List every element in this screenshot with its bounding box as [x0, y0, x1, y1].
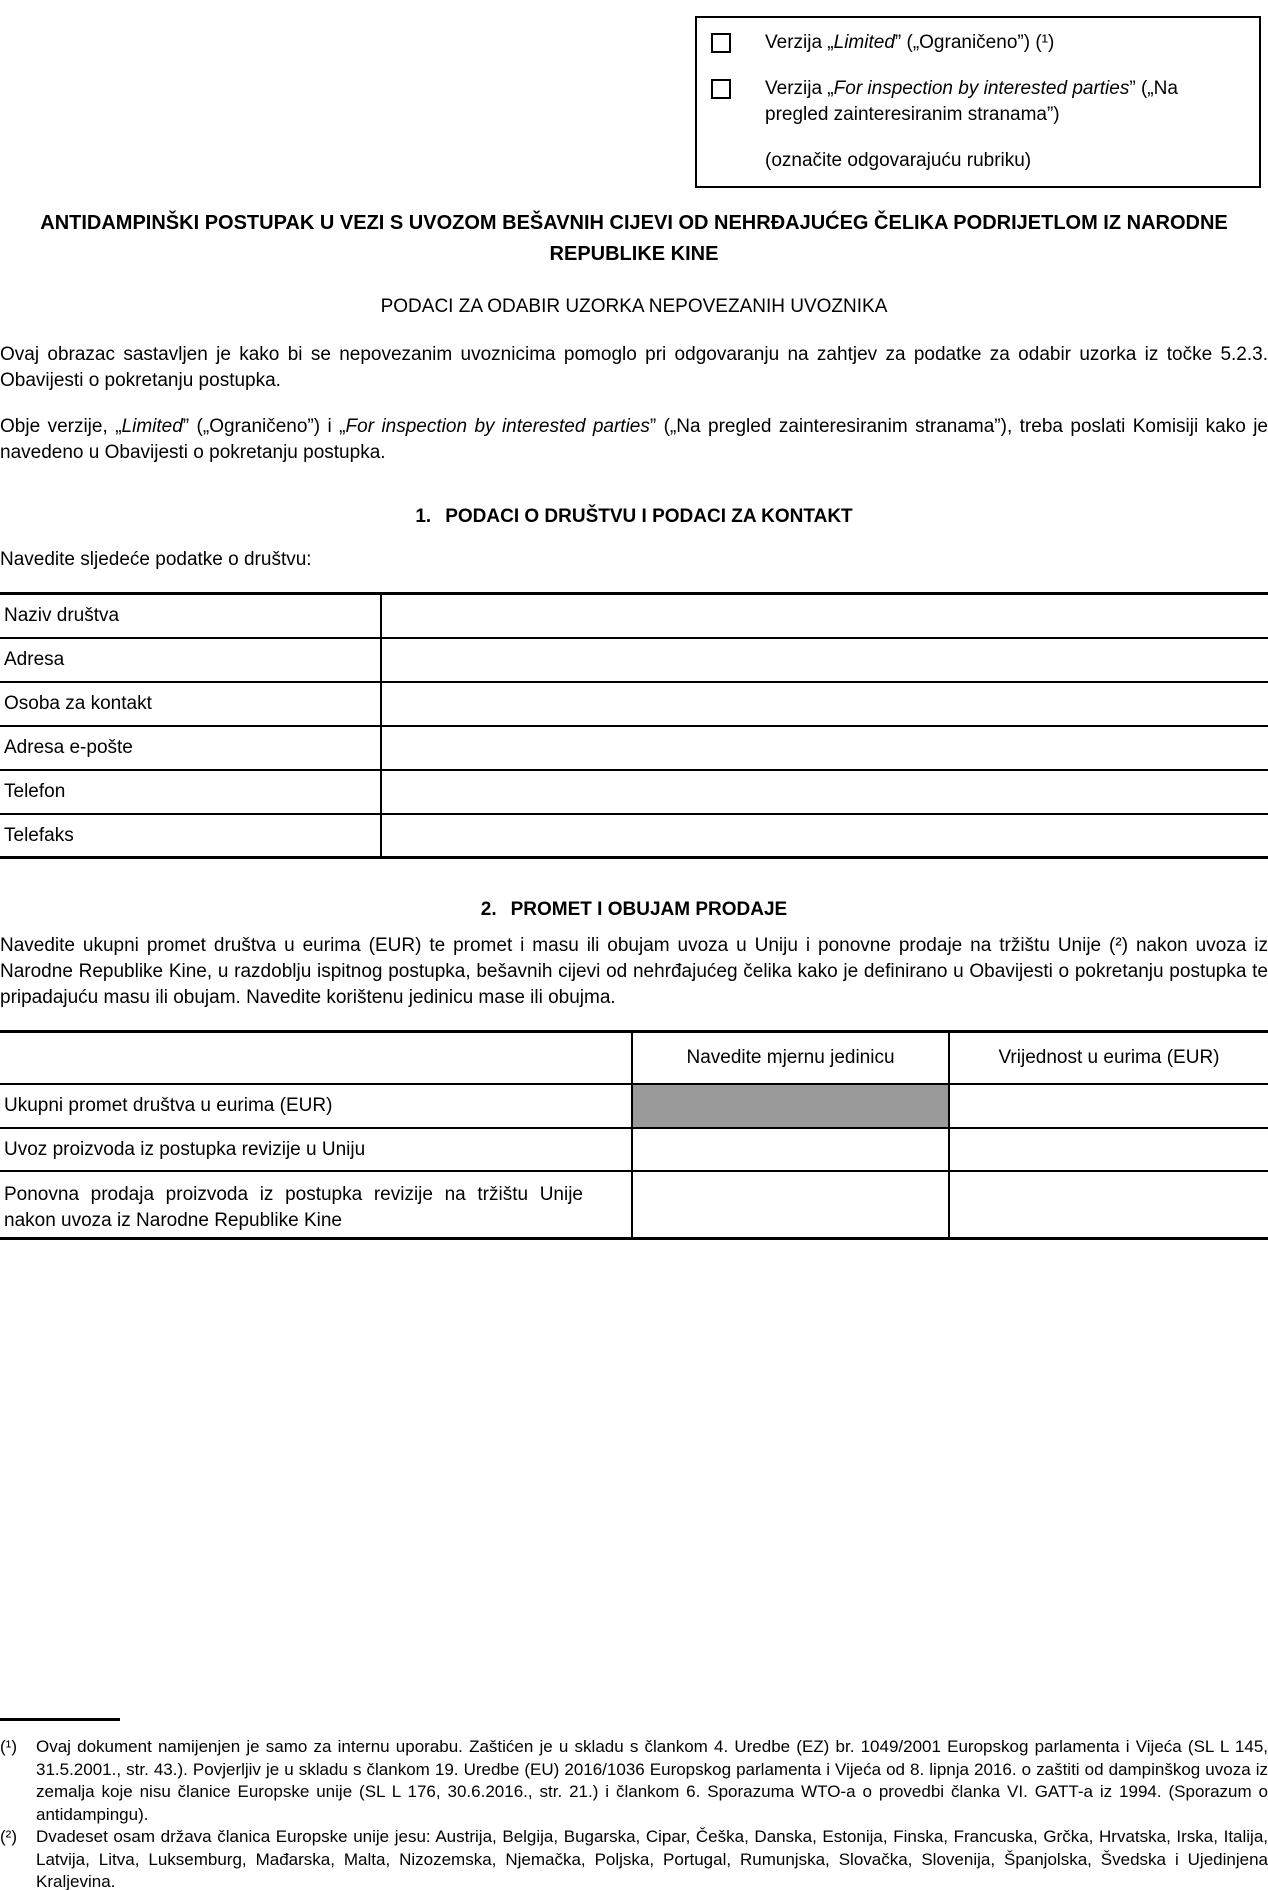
- footnote-marker: (²): [0, 1827, 17, 1846]
- footnote-marker: (¹): [0, 1737, 17, 1756]
- page-subtitle: PODACI ZA ODABIR UZORKA NEPOVEZANIH UVOZNIKA: [380, 296, 888, 317]
- company-field-label: Osoba za kontakt: [0, 683, 382, 725]
- turnover-row-label: Ukupni promet društva u eurima (EUR): [0, 1085, 633, 1127]
- footnote-1: [0, 1736, 1268, 1826]
- unit-input-cell[interactable]: [633, 1129, 950, 1170]
- inspection-version-label: [765, 76, 1245, 128]
- imports-row-label: Uvoz proizvoda iz postupka revizije u Uniju: [0, 1129, 633, 1170]
- value-input-cell[interactable]: [950, 1129, 1268, 1170]
- turnover-table: [0, 1030, 1268, 1240]
- company-field-label: Telefaks: [0, 815, 382, 856]
- inspection-version-checkbox[interactable]: [711, 79, 731, 99]
- phone-input-cell[interactable]: [382, 771, 1268, 813]
- footnote-2: [0, 1826, 1268, 1890]
- label-text: ” („Na pregled zainteresiranim stranama”): [765, 78, 1178, 125]
- section-2-heading: [0, 897, 1268, 923]
- label-text-italic: For inspection by interested parties: [833, 78, 1130, 99]
- paragraph-text-italic: Limited: [121, 416, 183, 437]
- company-field-label: Adresa e-pošte: [0, 727, 382, 769]
- table-row: [0, 771, 1268, 815]
- version-selection-box: [695, 16, 1261, 188]
- limited-version-label: [765, 30, 1054, 56]
- contact-person-input-cell[interactable]: [382, 683, 1268, 725]
- label-text: Verzija „: [765, 32, 834, 53]
- company-field-label: Naziv društva: [0, 595, 382, 637]
- section-title: PROMET I OBUJAM PRODAJE: [510, 899, 788, 920]
- paragraph-text: ” („Ograničeno”) i „: [182, 416, 346, 437]
- table-row: [0, 683, 1268, 727]
- table-row: [0, 815, 1268, 859]
- label-text-italic: Limited: [833, 32, 895, 53]
- table-row: [0, 1085, 1268, 1129]
- fax-input-cell[interactable]: [382, 815, 1268, 856]
- email-input-cell[interactable]: [382, 727, 1268, 769]
- company-name-input-cell[interactable]: [382, 595, 1268, 637]
- section-1-instruction: Navedite sljedeće podatke o društvu:: [0, 549, 312, 570]
- inspection-version-option: [711, 76, 1245, 128]
- footnotes-section: [0, 1718, 1268, 1890]
- intro-paragraph-1: Ovaj obrazac sastavljen je kako bi se nepovezanim uvoznicima pomoglo pri odgovaranju na zahtjev za podatke za odabir uzorka iz točke 5.2.3. Obavijesti o pokretanju postupka.: [0, 344, 1268, 391]
- resales-row-label: [0, 1172, 633, 1237]
- company-field-label: Telefon: [0, 771, 382, 813]
- checkbox-instruction-note: (označite odgovarajuću rubriku): [765, 150, 1032, 171]
- empty-header-cell: [0, 1033, 633, 1083]
- table-row: [0, 639, 1268, 683]
- table-row: [0, 1172, 1268, 1240]
- table-row: [0, 1129, 1268, 1172]
- section-2-paragraph: Navedite ukupni promet društva u eurima (EUR) te promet i masu ili obujam uvoza u Uniju i ponovne prodaje na tržištu Unije (²) nakon uvoza iz Narodne Republike Kine, u razdoblju ispitnog postupka, bešavnih cijevi od nehrđajućeg čelika kako je definirano u Obavijesti o pokretanju postupka te pripadajuću masu ili obujam. Navedite korištenu jedinicu mase ili obujma.: [0, 935, 1268, 1008]
- value-column-header: Vrijednost u eurima (EUR): [998, 1047, 1220, 1068]
- section-1-heading: [0, 504, 1268, 530]
- intro-paragraph-2: [0, 414, 1268, 466]
- label-text: Verzija „: [765, 78, 834, 99]
- address-input-cell[interactable]: [382, 639, 1268, 681]
- footnote-text: Ovaj dokument namijenjen je samo za internu uporabu. Zaštićen je u skladu s člankom 4. Uredbe (EZ) br. 1049/2001 Europskog parlamenta i Vijeća (SL L 145, 31.5.2001., str. 43.). Povjerljiv je u skladu s člankom 19. Uredbe (EU) 2016/1036 Europskog parlamenta i Vijeća od 8. lipnja 2016. o zaštiti od dampinškog uvoza iz zemalja koje nisu članice Europske unije (SL L 176, 30.6.2016., str. 21.) i člankom 6. Sporazuma WTO-a o provedbi članka VI. GATT-a iz 1994. (Sporazum o antidampingu).: [36, 1737, 1268, 1824]
- resales-row-label-text: Ponovna prodaja proizvoda iz postupka revizije na tržištu Unije nakon uvoza iz Narodne Republike Kine: [4, 1184, 583, 1231]
- company-field-label: Adresa: [0, 639, 382, 681]
- section-number: 1.: [415, 506, 432, 527]
- section-number: 2.: [480, 899, 497, 920]
- unit-input-cell[interactable]: [633, 1172, 950, 1237]
- table-header-row: [0, 1033, 1268, 1085]
- shaded-unit-cell: [633, 1085, 950, 1127]
- limited-version-option: [711, 30, 1245, 56]
- company-info-table: [0, 592, 1268, 859]
- section-title: PODACI O DRUŠTVU I PODACI ZA KONTAKT: [445, 506, 853, 527]
- paragraph-text: ” („Na pregled zainteresiranim stranama”), treba poslati Komisiji kako je navedeno u Obavijesti o pokretanju postupka.: [0, 416, 1268, 463]
- footnote-text: Dvadeset osam država članica Europske unije jesu: Austrija, Belgija, Bugarska, Cipar, Češka, Danska, Estonija, Finska, Francuska, Grčka, Hrvatska, Irska, Italija, Latvija, Litva, Luksemburg, Mađarska, Malta, Nizozemska, Njemačka, Poljska, Portugal, Rumunjska, Slovačka, Slovenija, Španjolska, Švedska i Ujedinjena Kraljevina.: [36, 1827, 1268, 1890]
- label-text: ” („Ograničeno”) (¹): [894, 32, 1055, 53]
- unit-column-header: Navedite mjernu jedinicu: [633, 1033, 950, 1083]
- page-title: ANTIDAMPINŠKI POSTUPAK U VEZI S UVOZOM BEŠAVNIH CIJEVI OD NEHRĐAJUĆEG ČELIKA PODRIJETLOM IZ NARODNE REPUBLIKE KINE: [40, 212, 1228, 265]
- paragraph-text: Obje verzije, „: [0, 416, 122, 437]
- table-row: [0, 727, 1268, 771]
- value-input-cell[interactable]: [950, 1085, 1268, 1127]
- paragraph-text-italic: For inspection by interested parties: [345, 416, 650, 437]
- footnote-divider: [0, 1718, 120, 1721]
- value-input-cell[interactable]: [950, 1172, 1268, 1237]
- limited-version-checkbox[interactable]: [711, 33, 731, 53]
- table-row: [0, 595, 1268, 639]
